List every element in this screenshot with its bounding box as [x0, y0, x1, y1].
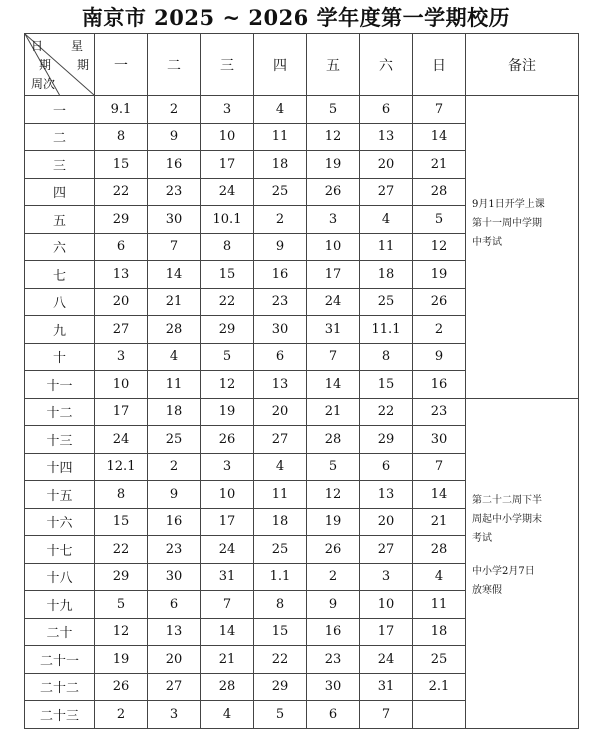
corner-label-qi-right: 期 [77, 58, 90, 72]
corner-label-qi-left: 期 [39, 58, 52, 72]
date-cell: 19 [307, 151, 360, 179]
note-line: 放寒假 [472, 584, 502, 596]
week-number-cell: 十五 [25, 481, 95, 509]
day-header-thu: 四 [254, 34, 307, 96]
date-cell: 23 [254, 288, 307, 316]
date-cell: 9.1 [95, 96, 148, 124]
note-line: 中考试 [472, 237, 502, 248]
date-cell: 9 [148, 481, 201, 509]
date-cell: 19 [413, 261, 466, 289]
date-cell: 28 [148, 316, 201, 344]
date-cell: 16 [148, 151, 201, 179]
date-cell: 5 [307, 453, 360, 481]
date-cell: 24 [360, 646, 413, 674]
date-cell: 6 [360, 96, 413, 124]
date-cell: 7 [360, 701, 413, 729]
week-number-cell: 二十 [25, 618, 95, 646]
week-number-cell: 九 [25, 316, 95, 344]
day-header-wed: 三 [201, 34, 254, 96]
week-number-cell: 一 [25, 96, 95, 124]
week-number-cell: 八 [25, 288, 95, 316]
date-cell: 6 [360, 453, 413, 481]
date-cell: 9 [254, 233, 307, 261]
date-cell: 11 [254, 123, 307, 151]
date-cell: 20 [360, 508, 413, 536]
date-cell: 6 [148, 591, 201, 619]
date-cell: 17 [95, 398, 148, 426]
date-cell: 23 [413, 398, 466, 426]
date-cell: 27 [148, 673, 201, 701]
school-calendar-table [24, 33, 579, 729]
date-cell: 5 [413, 206, 466, 234]
date-cell: 24 [95, 426, 148, 454]
notes-cell-first-half [466, 96, 579, 399]
date-cell: 2.1 [413, 673, 466, 701]
date-cell: 27 [360, 178, 413, 206]
date-cell: 16 [254, 261, 307, 289]
date-cell: 10 [201, 481, 254, 509]
date-cell: 9 [307, 591, 360, 619]
date-cell: 6 [95, 233, 148, 261]
date-cell: 19 [95, 646, 148, 674]
date-cell: 17 [201, 151, 254, 179]
date-cell: 3 [307, 206, 360, 234]
date-cell: 9 [148, 123, 201, 151]
date-cell: 21 [148, 288, 201, 316]
date-cell: 3 [201, 453, 254, 481]
week-number-cell: 十四 [25, 453, 95, 481]
date-cell: 9 [413, 343, 466, 371]
note-line: 周起中小学期末 [472, 513, 542, 525]
date-cell: 4 [148, 343, 201, 371]
date-cell: 7 [307, 343, 360, 371]
day-header-sun: 日 [413, 34, 466, 96]
date-cell: 11 [360, 233, 413, 261]
date-cell: 12 [307, 481, 360, 509]
date-cell: 3 [148, 701, 201, 729]
date-cell: 18 [148, 398, 201, 426]
date-cell: 3 [95, 343, 148, 371]
day-header-sat: 六 [360, 34, 413, 96]
week-number-cell: 二十三 [25, 701, 95, 729]
week-number-cell: 十三 [25, 426, 95, 454]
notes-cell-second-half [466, 398, 579, 728]
date-cell: 12.1 [95, 453, 148, 481]
date-cell: 15 [254, 618, 307, 646]
date-cell: 2 [95, 701, 148, 729]
date-cell: 16 [148, 508, 201, 536]
date-cell: 14 [307, 371, 360, 399]
notes-header: 备注 [466, 34, 579, 96]
date-cell: 12 [307, 123, 360, 151]
date-cell: 5 [95, 591, 148, 619]
date-cell: 19 [307, 508, 360, 536]
date-cell: 18 [360, 261, 413, 289]
date-cell: 30 [254, 316, 307, 344]
date-cell: 13 [360, 481, 413, 509]
date-cell: 16 [413, 371, 466, 399]
date-cell: 17 [201, 508, 254, 536]
date-cell: 25 [254, 178, 307, 206]
date-cell: 28 [307, 426, 360, 454]
date-cell: 4 [201, 701, 254, 729]
date-cell: 18 [254, 151, 307, 179]
date-cell: 7 [201, 591, 254, 619]
date-cell: 22 [95, 536, 148, 564]
date-cell: 23 [148, 536, 201, 564]
date-cell: 4 [254, 453, 307, 481]
date-cell: 26 [201, 426, 254, 454]
date-cell: 14 [201, 618, 254, 646]
calendar-body [25, 96, 579, 729]
date-cell: 29 [201, 316, 254, 344]
date-cell: 31 [201, 563, 254, 591]
date-cell: 27 [95, 316, 148, 344]
week-number-cell: 四 [25, 178, 95, 206]
corner-label-ri: 日 [31, 39, 44, 53]
date-cell: 20 [360, 151, 413, 179]
date-cell: 21 [413, 508, 466, 536]
date-cell: 18 [254, 508, 307, 536]
date-cell: 4 [413, 563, 466, 591]
date-cell: 12 [201, 371, 254, 399]
date-cell: 2 [307, 563, 360, 591]
day-header-mon: 一 [95, 34, 148, 96]
date-cell: 31 [307, 316, 360, 344]
date-cell: 11 [148, 371, 201, 399]
date-cell: 16 [307, 618, 360, 646]
date-cell: 31 [360, 673, 413, 701]
date-cell: 13 [360, 123, 413, 151]
date-cell: 13 [148, 618, 201, 646]
date-cell: 14 [413, 123, 466, 151]
date-cell: 2 [148, 96, 201, 124]
date-cell: 2 [148, 453, 201, 481]
date-cell: 23 [307, 646, 360, 674]
date-cell: 3 [201, 96, 254, 124]
week-number-cell: 三 [25, 151, 95, 179]
date-cell: 27 [254, 426, 307, 454]
date-cell: 14 [413, 481, 466, 509]
date-cell: 6 [307, 701, 360, 729]
date-cell: 30 [307, 673, 360, 701]
date-cell: 24 [201, 178, 254, 206]
week-number-cell: 七 [25, 261, 95, 289]
date-cell: 24 [201, 536, 254, 564]
date-cell: 8 [254, 591, 307, 619]
corner-label-zhouci: 周次 [31, 77, 56, 91]
week-number-cell: 十六 [25, 508, 95, 536]
date-cell: 8 [201, 233, 254, 261]
date-cell: 26 [307, 536, 360, 564]
date-cell: 22 [95, 178, 148, 206]
note-line: 第二十二周下半 [472, 494, 542, 506]
date-cell: 12 [95, 618, 148, 646]
date-cell: 21 [307, 398, 360, 426]
date-cell: 19 [201, 398, 254, 426]
date-cell: 5 [201, 343, 254, 371]
date-cell: 29 [95, 206, 148, 234]
date-cell: 29 [360, 426, 413, 454]
date-cell: 30 [148, 563, 201, 591]
date-cell: 30 [148, 206, 201, 234]
date-cell [413, 701, 466, 729]
date-cell: 5 [254, 701, 307, 729]
note-line: 考试 [472, 532, 492, 544]
date-cell: 15 [360, 371, 413, 399]
date-cell: 20 [95, 288, 148, 316]
date-cell: 17 [307, 261, 360, 289]
date-cell: 30 [413, 426, 466, 454]
date-cell: 10 [307, 233, 360, 261]
day-header-tue: 二 [148, 34, 201, 96]
week-number-cell: 二十二 [25, 673, 95, 701]
date-cell: 7 [148, 233, 201, 261]
date-cell: 25 [413, 646, 466, 674]
date-cell: 13 [254, 371, 307, 399]
week-number-cell: 十二 [25, 398, 95, 426]
date-cell: 13 [95, 261, 148, 289]
date-cell: 7 [413, 96, 466, 124]
date-cell: 20 [148, 646, 201, 674]
date-cell: 6 [254, 343, 307, 371]
week-number-cell: 二十一 [25, 646, 95, 674]
date-cell: 22 [201, 288, 254, 316]
week-number-cell: 五 [25, 206, 95, 234]
date-cell: 11 [413, 591, 466, 619]
date-cell: 26 [307, 178, 360, 206]
note-line: 第十一周中学期 [472, 218, 542, 229]
week-number-cell: 十九 [25, 591, 95, 619]
date-cell: 26 [413, 288, 466, 316]
corner-label-xing: 星 [71, 39, 84, 53]
week-number-cell: 十一 [25, 371, 95, 399]
note-line: 中小学2月7日 [472, 565, 535, 577]
date-cell: 18 [413, 618, 466, 646]
date-cell: 11 [254, 481, 307, 509]
date-cell: 28 [201, 673, 254, 701]
date-cell: 2 [413, 316, 466, 344]
date-cell: 28 [413, 178, 466, 206]
date-cell: 10.1 [201, 206, 254, 234]
date-cell: 12 [413, 233, 466, 261]
date-cell: 15 [95, 508, 148, 536]
note-line: 9月1日开学上课 [472, 199, 545, 210]
page-title: 南京市 2025 ~ 2026 学年度第一学期校历 [81, 5, 511, 30]
date-cell: 5 [307, 96, 360, 124]
day-header-fri: 五 [307, 34, 360, 96]
date-cell: 8 [95, 481, 148, 509]
date-cell: 1.1 [254, 563, 307, 591]
date-cell: 29 [254, 673, 307, 701]
date-cell: 8 [360, 343, 413, 371]
date-cell: 29 [95, 563, 148, 591]
date-cell: 11.1 [360, 316, 413, 344]
date-cell: 10 [95, 371, 148, 399]
week-number-cell: 十八 [25, 563, 95, 591]
week-number-cell: 十 [25, 343, 95, 371]
week-row [25, 96, 579, 124]
date-cell: 15 [95, 151, 148, 179]
date-cell: 22 [360, 398, 413, 426]
date-cell: 25 [254, 536, 307, 564]
date-cell: 23 [148, 178, 201, 206]
date-cell: 26 [95, 673, 148, 701]
date-cell: 4 [254, 96, 307, 124]
date-cell: 4 [360, 206, 413, 234]
date-cell: 24 [307, 288, 360, 316]
corner-header-cell [25, 34, 95, 96]
date-cell: 15 [201, 261, 254, 289]
date-cell: 14 [148, 261, 201, 289]
date-cell: 8 [95, 123, 148, 151]
date-cell: 27 [360, 536, 413, 564]
week-row [25, 398, 579, 426]
date-cell: 22 [254, 646, 307, 674]
date-cell: 10 [201, 123, 254, 151]
date-cell: 3 [360, 563, 413, 591]
date-cell: 25 [148, 426, 201, 454]
week-number-cell: 十七 [25, 536, 95, 564]
date-cell: 25 [360, 288, 413, 316]
date-cell: 21 [201, 646, 254, 674]
week-number-cell: 六 [25, 233, 95, 261]
date-cell: 20 [254, 398, 307, 426]
date-cell: 2 [254, 206, 307, 234]
date-cell: 7 [413, 453, 466, 481]
date-cell: 17 [360, 618, 413, 646]
date-cell: 10 [360, 591, 413, 619]
date-cell: 21 [413, 151, 466, 179]
date-cell: 28 [413, 536, 466, 564]
week-number-cell: 二 [25, 123, 95, 151]
header-row [25, 34, 579, 96]
